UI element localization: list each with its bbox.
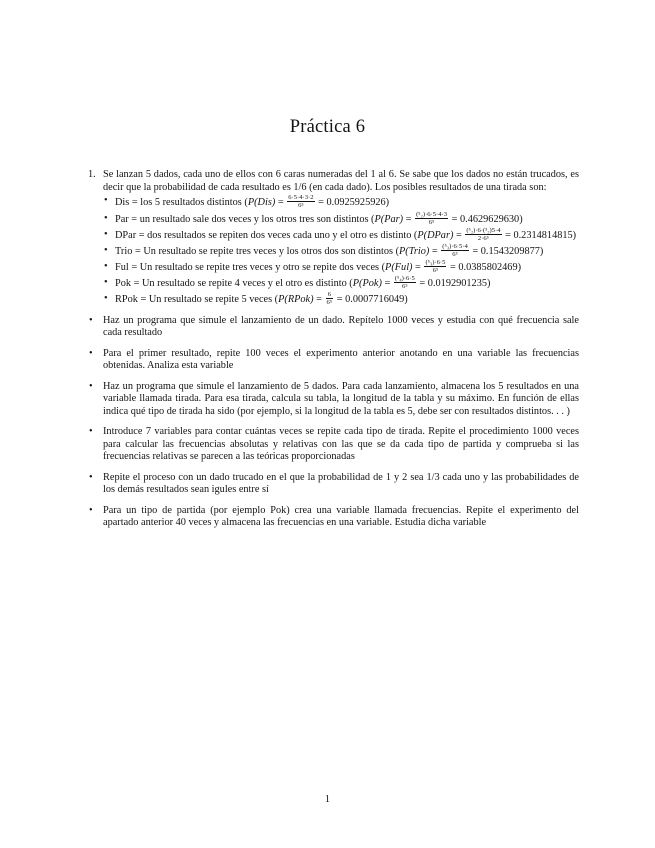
fraction-denominator: 6⁵ [432, 266, 439, 274]
item-marker: • [89, 471, 93, 483]
exercise-item-4 [88, 381, 579, 419]
fraction-denominator: 2·6⁵ [477, 234, 489, 242]
outcome-desc: = Un resultado se repite 5 veces ( [137, 293, 279, 305]
outcome-label: Dis [115, 196, 130, 208]
item-marker: • [89, 347, 93, 359]
fraction [287, 194, 314, 209]
exercise-item-2 [88, 315, 579, 340]
exercise-item-6 [88, 472, 579, 497]
outcome-dpar: • DPar = dos resultados se repiten dos veces cada uno y el otro es distinto (P(DPar) = $\frac{\text{(⁵₂)·6·(³₂)5·4}}{\text{2·6⁵}}$ = 0.2314814815) [104, 226, 577, 242]
fraction-denominator: 6⁵ [326, 298, 333, 306]
outcome-desc: = Un resultado se repite tres veces y otro se repite dos veces ( [128, 261, 386, 273]
item-text: Para un tipo de partida (por ejemplo Pok) crea una variable llamada frecuencias. Repite el experimento del apartado anterior 40 veces y almacena las frecuencias en una variable. Estudia dicha variable [103, 504, 579, 528]
item-text: Se lanzan 5 dados, cada uno de ellos con 6 caras numeradas del 1 al 6. Se sabe que los dados no están trucados, es decir que la probabilidad de cada resultado es 1/6 (en cada dado). Los posibles resultados de una tirada son: [103, 169, 579, 193]
outcome-label: Trio [115, 245, 133, 257]
probability-symbol: P(Dis) [247, 196, 276, 208]
outcome-pok: • Pok = Un resultado se repite 4 veces y el otro es distinto (P(Pok) = $\frac{\text{(⁵₄)·6·5}}{\text{6⁵}}$ = 0.0192901235) [104, 274, 491, 290]
page-number: 1 [324, 794, 331, 805]
exercise-item-7 [88, 505, 579, 530]
probability-symbol: P(Ful) [385, 261, 413, 273]
probability-symbol: P(RPok) [278, 293, 314, 305]
fraction-numerator: (⁵₂)·6·5·4·3 [416, 210, 448, 218]
item-marker: • [89, 314, 93, 326]
bullet: • [104, 228, 108, 240]
fraction-numerator: (⁵₄)·6·5 [394, 274, 415, 282]
outcome-label: RPok [115, 293, 138, 305]
fraction-denominator: 6⁵ [428, 218, 435, 226]
bullet: • [104, 276, 108, 288]
outcome-dis: • Dis = los 5 resultados distintos (P(Dis) = $\frac{6\cdot 5\cdot 4\cdot 3\cdot 2}{\text{6⁵}}$ = 0.0925925926) [104, 194, 390, 209]
fraction [424, 259, 446, 274]
item-text: Haz un programa que simule el lanzamiento de un dado. Repítelo 1000 veces y estudia con qué frecuencia sale cada resultado [103, 314, 579, 338]
fraction [465, 227, 501, 242]
outcome-label: Ful [115, 261, 129, 273]
item-marker: • [89, 380, 93, 392]
outcome-desc: = dos resultados se repiten dos veces cada uno y el otro es distinto ( [136, 229, 418, 241]
fraction [415, 211, 448, 226]
bullet: • [104, 195, 108, 206]
probability-symbol: P(DPar) [417, 229, 454, 241]
exercise-item-1 [88, 169, 579, 307]
item-text: Para el primer resultado, repite 100 veces el experimento anterior anotando en una variable las frecuencias obtenidas. Analiza esta variable [103, 347, 579, 371]
fraction [394, 275, 416, 290]
fraction-denominator: 6⁵ [402, 282, 408, 290]
outcome-rpok: • RPok = Un resultado se repite 5 veces (P(RPok) = $\frac{6}{\text{6⁵}}$ = 0.0007716049) [104, 290, 408, 306]
bullet: • [104, 260, 108, 272]
probability-symbol: P(Par) [374, 213, 404, 225]
item-marker: • [89, 504, 93, 516]
outcome-label: DPar [115, 229, 137, 241]
probability-value: = 0.0192901235) [416, 277, 491, 289]
probability-value: = 0.0925925926) [315, 196, 390, 208]
outcome-ful: • Ful = Un resultado se repite tres veces y otro se repite dos veces (P(Ful) = $\frac{\text{(⁵₃)·6·5}}{\text{6⁵}}$ = 0.0385802469) [104, 258, 522, 274]
fraction-numerator: 6 [326, 291, 334, 299]
item-text: Repite el proceso con un dado trucado en el que la probabilidad de 1 y 2 sea 1/3 cada uno y las probabilidades de los demás resultados sean igules entre sí [103, 471, 579, 495]
outcome-trio: • Trio = Un resultado se repite tres veces y los otros dos son distintos (P(Trio) = $\frac{\text{(⁵₃)·6·5·4}}{\text{6⁵}}$ = 0.1543209877) [104, 242, 544, 258]
bullet: • [104, 244, 108, 256]
fraction-numerator: (⁵₂)·6·(³₂)5·4 [466, 226, 501, 234]
outcome-desc: = Un resultado se repite 4 veces y el otro es distinto ( [131, 277, 353, 289]
fraction-numerator: (⁵₃)·6·5 [425, 258, 446, 266]
outcome-list [103, 195, 579, 307]
fraction-numerator: (⁵₃)·6·5·4 [442, 242, 468, 250]
probability-symbol: P(Pok) [352, 277, 382, 289]
fraction [441, 243, 468, 258]
exercise-item-5 [88, 426, 579, 464]
fraction-denominator: 6⁵ [298, 202, 304, 209]
probability-value: = 0.2314814815) [502, 229, 577, 241]
item-marker: 1. [88, 169, 96, 180]
outcome-label: Pok [115, 277, 132, 289]
fraction-numerator: 6·5·4·3·2 [288, 194, 314, 201]
exercise-list [88, 169, 579, 538]
probability-value: = 0.0385802469) [447, 261, 522, 273]
probability-value: = 0.0007716049) [334, 293, 408, 305]
item-text: Introduce 7 variables para contar cuántas veces se repite cada tipo de tirada. Repite el procedimiento 1000 veces para calcular las frecuencias absolutas y relativas con las que se da cada tipo de partida y comprueba si las frecuencias relativas se parecen a las teóricas proporcionadas [103, 426, 579, 462]
fraction-denominator: 6⁵ [452, 250, 458, 258]
exercise-item-3 [88, 348, 579, 373]
probability-value: = 0.4629629630) [449, 213, 523, 225]
bullet: • [104, 292, 108, 304]
item-text: Haz un programa que simule el lanzamiento de 5 dados. Para cada lanzamiento, almacena los 5 resultados en una variable llamada tirada. Para esa tirada, calcula su tabla, la longitud de la tabla y su máximo. En función de ellas indica qué tipo de tirada ha sido (por ejemplo, si la longitud de la tabla es 5, debe ser con resultados distintos. . . ) [103, 380, 579, 417]
page-title: Práctica 6 [289, 117, 366, 137]
outcome-desc: = un resultado sale dos veces y los otros tres son distintos ( [128, 213, 375, 225]
probability-symbol: P(Trio) [399, 245, 430, 257]
outcome-par: • Par = un resultado sale dos veces y los otros tres son distintos (P(Par) = $\frac{\text{(⁵₂)·6·5·4·3}}{\text{6⁵}}$ = 0.4629629630) [104, 210, 523, 226]
outcome-label: Par [115, 213, 129, 225]
item-marker: • [89, 426, 93, 437]
probability-value: = 0.1543209877) [469, 245, 544, 257]
bullet: • [104, 212, 108, 224]
fraction [326, 291, 334, 306]
outcome-desc: = los 5 resultados distintos ( [129, 196, 248, 208]
outcome-desc: = Un resultado se repite tres veces y los otros dos son distintos ( [132, 245, 399, 257]
